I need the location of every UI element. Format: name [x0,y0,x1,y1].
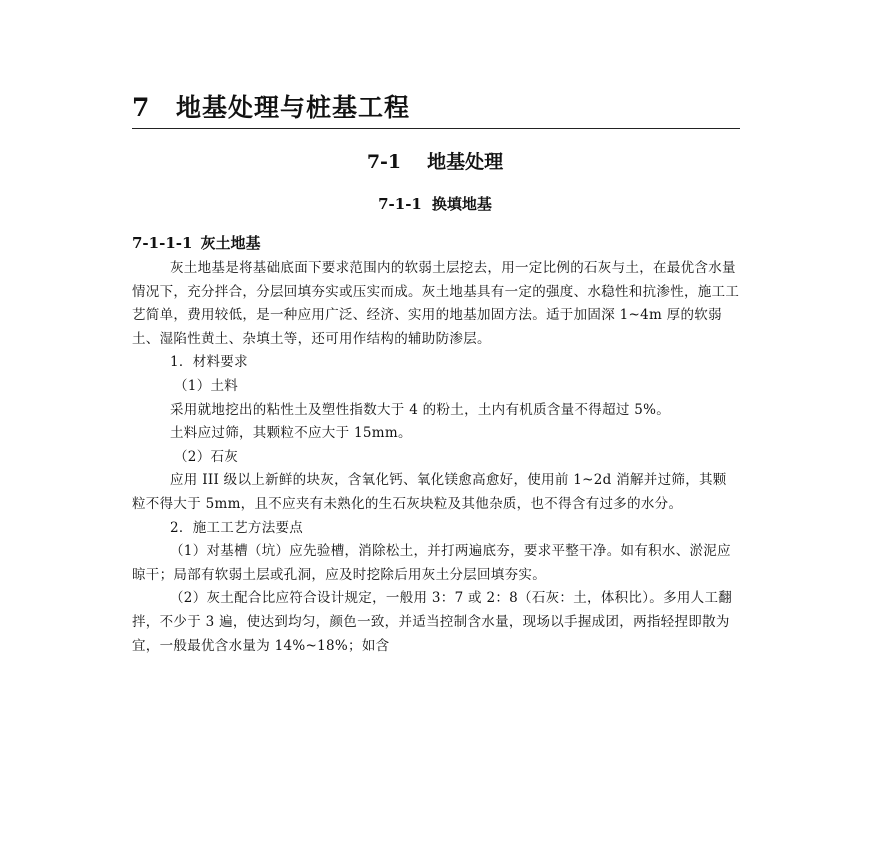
heading-material-requirements: 1．材料要求 [170,354,248,371]
paragraph-trench-inspection: （1）对基槽（坑）应先验槽，消除松土，并打两遍底夯，要求平整干净。如有积水、淤泥应晾干；局部有软弱土层或孔洞，应及时挖除后用灰土分层回填夯实。 [132,543,731,583]
heading-construction-method: 2．施工工艺方法要点 [170,519,304,536]
section-title [0,147,870,174]
paragraph-soil-sieving: 土料应过筛，其颗粒不应大于 15mm。 [170,425,412,442]
chapter-title [132,88,410,124]
paragraph-soil-material: 采用就地挖出的粘性土及塑性指数大于 4 的粉土，土内有机质含量不得超过 5%。 [170,401,671,418]
subsection-number: 7-1-1 [378,195,422,213]
paragraph-lime: 应用 III 级以上新鲜的块灰，含氧化钙、氧化镁愈高愈好，使用前 1~2d 消解并过筛，其颗粒不得大于 5mm，且不应夹有未熟化的生石灰块粒及其他杂质，也不得含有过多的水分。 [132,472,727,512]
section-title-text: 地基处理 [427,151,504,173]
subsubsection-title-text: 灰土地基 [200,234,261,252]
chapter-title-text: 地基处理与桩基工程 [176,93,411,122]
body-text [132,257,740,658]
chapter-divider [132,128,740,129]
subsection-title-text: 换填地基 [431,195,492,213]
paragraph-mix-ratio: （2）灰土配合比应符合设计规定，一般用 3：7 或 2：8（石灰：土，体积比）。多用人工翻拌，不少于 3 遍，使达到均匀，颜色一致，并适当控制含水量，现场以手握成团，两指轻捏即散为宜，一般最优含水量为 14%~18%；如含 [132,590,733,654]
section-number: 7-1 [366,151,402,173]
subsubsection-title [132,232,260,253]
heading-lime: （2）石灰 [174,448,239,465]
subsubsection-number: 7-1-1-1 [132,234,193,252]
paragraph-intro: 灰土地基是将基础底面下要求范围内的软弱土层挖去，用一定比例的石灰与土，在最优含水量情况下，充分拌合，分层回填夯实或压实而成。灰土地基具有一定的强度、水稳性和抗渗性，施工工艺简单，费用较低，是一种应用广泛、经济、实用的地基加固方法。适于加固深 1~4m 厚的软弱土、湿陷性黄土、杂填土等，还可用作结构的辅助防渗层。 [132,260,740,347]
subsection-title [0,193,870,214]
heading-soil-material: （1）土料 [174,377,239,394]
chapter-number: 7 [132,93,151,122]
